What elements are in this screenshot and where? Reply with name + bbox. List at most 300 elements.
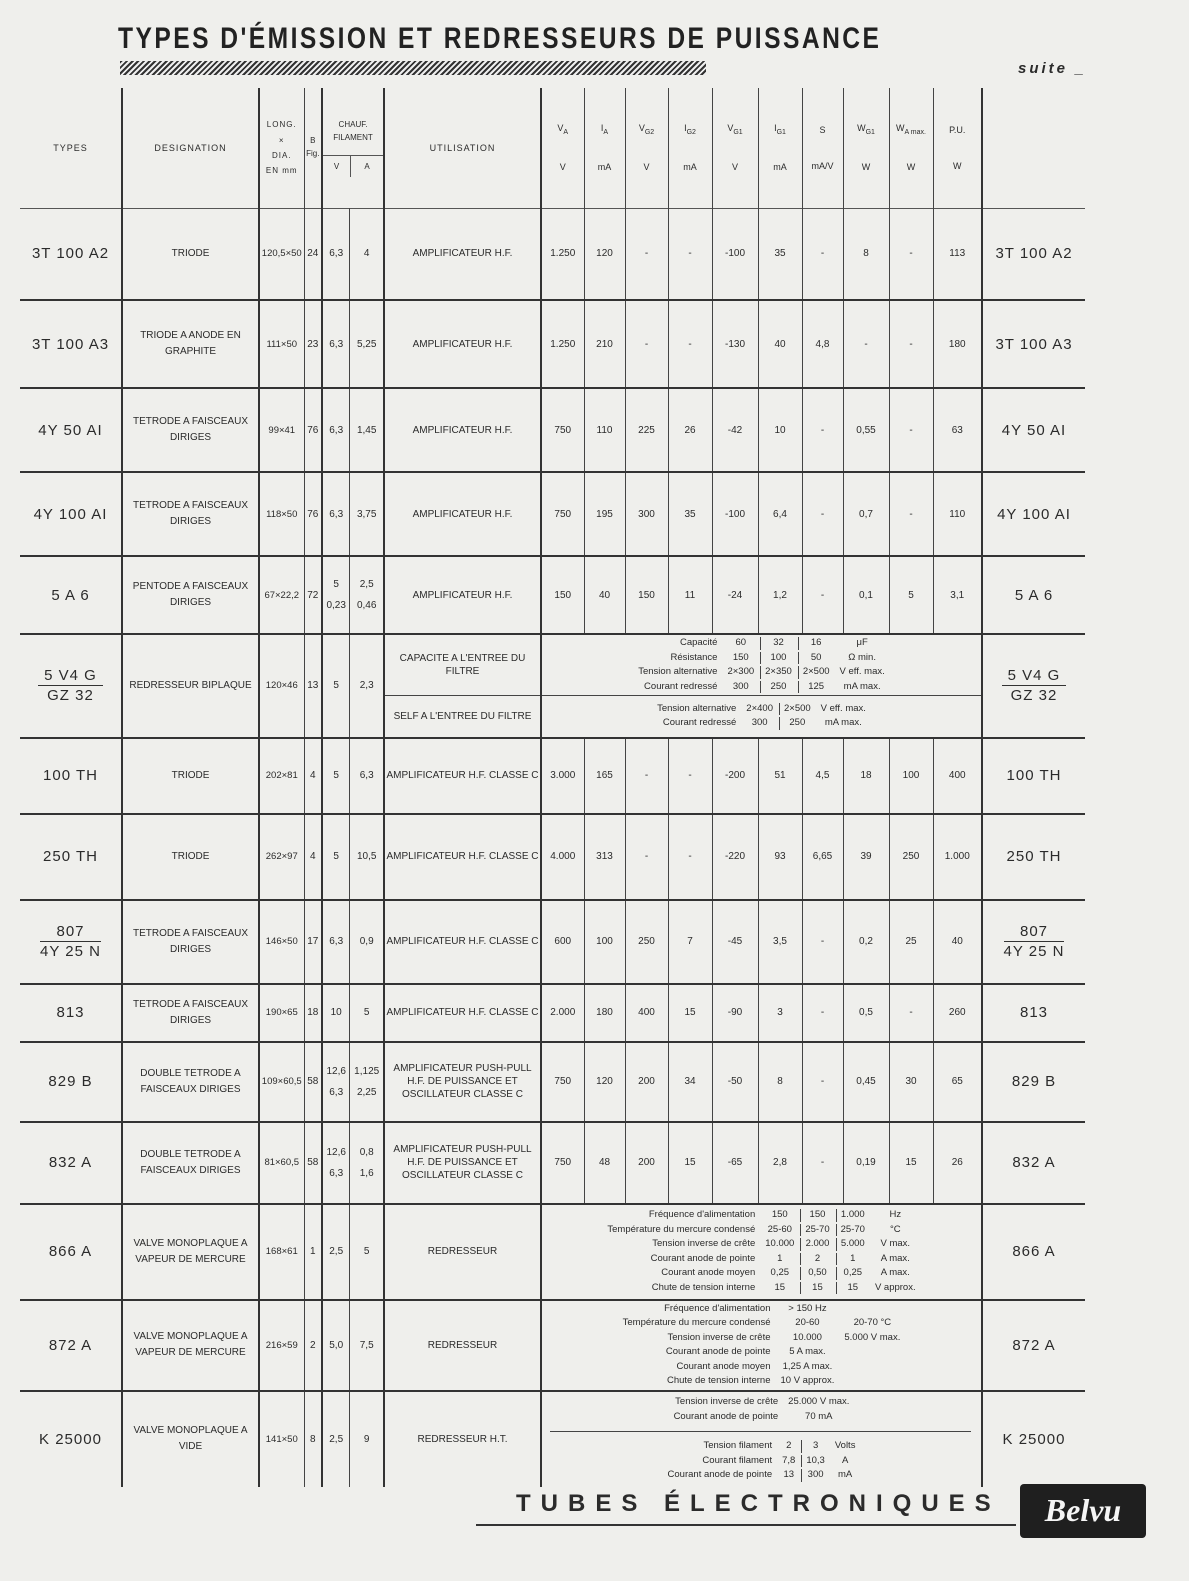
dimensions-value: 67×22,2 bbox=[264, 589, 300, 601]
spec-cell: 0,25 bbox=[770, 1267, 790, 1278]
param-value: 180 bbox=[596, 1007, 613, 1018]
figure-cell bbox=[304, 1204, 322, 1300]
spec-cell: 32 bbox=[760, 637, 796, 650]
param-cell bbox=[758, 738, 802, 814]
table-row bbox=[20, 814, 1085, 900]
spec-cell: 50 bbox=[798, 652, 834, 665]
spec-cell: 1 bbox=[836, 1253, 869, 1266]
filament-v-value: 6,3 bbox=[329, 338, 344, 350]
type-cell bbox=[20, 1042, 122, 1122]
figure-value: 23 bbox=[307, 338, 319, 350]
dimensions-value: 190×65 bbox=[265, 1007, 298, 1018]
suite-label: suite _ bbox=[1018, 60, 1087, 77]
spec-cell: Courant anode de pointe bbox=[673, 1410, 779, 1422]
param-value: 35 bbox=[684, 508, 696, 520]
filament-a bbox=[350, 472, 384, 556]
spec-row bbox=[664, 1440, 860, 1453]
dimensions-cell bbox=[259, 900, 304, 984]
filament-v bbox=[322, 634, 350, 738]
type-fraction bbox=[40, 923, 101, 960]
header-types: TYPES bbox=[53, 142, 88, 153]
param-cell bbox=[541, 738, 584, 814]
filament-a bbox=[350, 634, 384, 738]
filament-a bbox=[350, 984, 384, 1042]
figure-cell bbox=[304, 556, 322, 634]
utilisation-text: AMPLIFICATEUR H.F. bbox=[412, 248, 513, 260]
spec-cell: V eff. max. bbox=[839, 666, 885, 677]
param-cell bbox=[843, 900, 889, 984]
spec-row bbox=[619, 1361, 905, 1374]
param-cell bbox=[625, 1042, 668, 1122]
spec-vide-cell bbox=[541, 1391, 982, 1487]
filament-a bbox=[350, 1122, 384, 1204]
header-param-unit: V bbox=[643, 162, 650, 173]
param-cell bbox=[712, 1122, 758, 1204]
param-value: -42 bbox=[727, 424, 743, 436]
type-cell bbox=[20, 984, 122, 1042]
type-bottom: 4Y 25 N bbox=[40, 943, 101, 960]
param-value: - bbox=[820, 589, 825, 601]
spec-table bbox=[651, 701, 872, 732]
param-cell bbox=[802, 1042, 843, 1122]
param-value: 11 bbox=[684, 589, 696, 601]
param-cell bbox=[933, 814, 982, 900]
dimensions-cell bbox=[259, 1122, 304, 1204]
type-name: 5 A 6 bbox=[51, 586, 90, 604]
type-cell bbox=[20, 1300, 122, 1391]
spec-cell: 1,25 A max. bbox=[782, 1360, 833, 1372]
param-value: 5 bbox=[908, 589, 914, 601]
spec-cell: μF bbox=[856, 637, 868, 648]
param-cell bbox=[758, 814, 802, 900]
utilisation-cell bbox=[384, 388, 541, 472]
spec-cell: Chute de tension interne bbox=[651, 1281, 756, 1293]
header-param-unit: mA bbox=[683, 162, 697, 173]
type-cell bbox=[20, 556, 122, 634]
spec-cell: Chute de tension interne bbox=[666, 1375, 771, 1386]
param-value: 6,65 bbox=[812, 851, 833, 862]
param-value: 2,8 bbox=[773, 1157, 787, 1168]
spec-cell bbox=[840, 1346, 904, 1359]
filament-a-top: 2,5 bbox=[359, 579, 374, 590]
designation-cell bbox=[122, 1391, 259, 1487]
spec-cell: mA bbox=[838, 1469, 853, 1481]
spec-cell: Température du mercure condensé bbox=[622, 1317, 771, 1328]
spec-cell: 7,8 bbox=[782, 1454, 796, 1466]
param-value: 4,8 bbox=[815, 338, 830, 350]
dimensions-cell bbox=[259, 208, 304, 300]
filament-v-value: 6,3 bbox=[329, 936, 344, 947]
header-param-symbol bbox=[759, 123, 802, 162]
param-value: - bbox=[909, 338, 913, 350]
figure-cell bbox=[304, 472, 322, 556]
header-param-symbol bbox=[626, 123, 668, 162]
param-cell bbox=[933, 1122, 982, 1204]
spec-cell: 13 bbox=[783, 1469, 795, 1481]
param-value: - bbox=[644, 851, 649, 862]
spec-cell: Courant anode moyen bbox=[676, 1360, 771, 1372]
figure-value: 72 bbox=[307, 589, 319, 601]
param-value: 1.250 bbox=[550, 248, 576, 260]
table-row bbox=[20, 208, 1085, 300]
spec-row bbox=[603, 1282, 919, 1295]
param-value: 750 bbox=[554, 1076, 572, 1087]
param-value: 0,1 bbox=[859, 589, 873, 601]
filament-a bbox=[350, 556, 384, 634]
spec-cell: 15 bbox=[836, 1282, 869, 1295]
param-cell bbox=[541, 300, 584, 388]
spec-cell: 150 bbox=[771, 1209, 788, 1220]
dimensions-value: 81×60,5 bbox=[264, 1157, 300, 1168]
filament-a-value: 1,45 bbox=[356, 424, 377, 436]
param-value: 250 bbox=[902, 851, 920, 862]
designation-cell bbox=[122, 1300, 259, 1391]
spec-row bbox=[619, 1317, 905, 1330]
filament-v-value: 2,5 bbox=[329, 1246, 344, 1257]
param-cell bbox=[584, 900, 625, 984]
param-cell bbox=[541, 1042, 584, 1122]
spec-table bbox=[617, 1301, 907, 1390]
utilisation-text: AMPLIFICATEUR H.F. bbox=[412, 589, 513, 601]
param-cell bbox=[625, 1122, 668, 1204]
filament-v bbox=[322, 900, 350, 984]
header-param-symbol bbox=[890, 123, 933, 162]
type-cell bbox=[20, 388, 122, 472]
spec-cell: V eff. max. bbox=[820, 702, 866, 714]
param-value: 7 bbox=[687, 936, 693, 947]
param-cell bbox=[802, 300, 843, 388]
utilisation-text: REDRESSEUR H.T. bbox=[417, 1433, 508, 1445]
param-value: 110 bbox=[596, 424, 613, 436]
spec-cell: 20-60 bbox=[795, 1317, 820, 1328]
spec-cell: V max. bbox=[880, 1238, 911, 1249]
dimensions-cell bbox=[259, 472, 304, 556]
spec-cell: 10.000 bbox=[792, 1331, 822, 1343]
param-value: 8 bbox=[863, 248, 869, 260]
spec-row bbox=[664, 1455, 860, 1468]
param-cell bbox=[712, 900, 758, 984]
type-name: 866 A bbox=[48, 1243, 93, 1260]
designation-text: VALVE MONOPLAQUE A VAPEUR DE MERCURE bbox=[133, 1237, 248, 1265]
utilisation-text: AMPLIFICATEUR H.F. CLASSE C bbox=[386, 936, 539, 947]
right-type-cell bbox=[982, 472, 1085, 556]
param-value: 40 bbox=[951, 936, 963, 947]
param-value: 63 bbox=[951, 424, 963, 436]
utilisation-text: AMPLIFICATEUR H.F. bbox=[412, 424, 513, 436]
utilisation-text: REDRESSEUR bbox=[427, 1246, 498, 1257]
right-type-cell bbox=[982, 208, 1085, 300]
param-cell bbox=[802, 556, 843, 634]
type-name: 3T 100 A3 bbox=[31, 335, 110, 353]
utilisation-text: REDRESSEUR bbox=[427, 1339, 498, 1351]
header-param-sym: W bbox=[896, 123, 905, 134]
param-value: - bbox=[688, 338, 692, 350]
figure-cell bbox=[304, 814, 322, 900]
type-top: 5 V4 G bbox=[1002, 667, 1067, 686]
param-cell bbox=[625, 814, 668, 900]
param-value: -200 bbox=[724, 770, 745, 781]
type-top: 5 V4 G bbox=[38, 667, 103, 686]
header-param-unit: V bbox=[731, 162, 738, 173]
spec-cell: 2×500 bbox=[779, 703, 815, 716]
table-row bbox=[20, 1391, 1085, 1487]
param-cell bbox=[758, 1042, 802, 1122]
spec-mercure-cell bbox=[541, 1300, 982, 1391]
spec-cell: 150 bbox=[800, 1209, 833, 1222]
param-cell bbox=[933, 984, 982, 1042]
designation-text: VALVE MONOPLAQUE A VAPEUR DE MERCURE bbox=[133, 1331, 248, 1358]
spec-cell: Courant anode moyen bbox=[661, 1267, 756, 1278]
param-cell bbox=[889, 388, 933, 472]
param-value: - bbox=[820, 1157, 825, 1168]
figure-cell bbox=[304, 1042, 322, 1122]
designation-text: TRIODE bbox=[171, 247, 210, 259]
figure-value: 24 bbox=[307, 248, 319, 260]
param-value: 18 bbox=[860, 770, 872, 781]
param-cell bbox=[843, 1042, 889, 1122]
param-cell bbox=[625, 208, 668, 300]
param-cell bbox=[933, 472, 982, 556]
dimensions-cell bbox=[259, 738, 304, 814]
param-value: 165 bbox=[596, 770, 613, 781]
filament-a-value: 7,5 bbox=[359, 1339, 374, 1351]
figure-cell bbox=[304, 1391, 322, 1487]
param-cell bbox=[584, 1122, 625, 1204]
figure-cell bbox=[304, 1122, 322, 1204]
param-cell bbox=[668, 300, 712, 388]
param-cell bbox=[933, 900, 982, 984]
type-name: 3T 100 A3 bbox=[995, 335, 1073, 353]
utilisation-text: AMPLIFICATEUR H.F. CLASSE C bbox=[386, 851, 539, 862]
header-param-symbol bbox=[669, 123, 712, 162]
param-value: 3 bbox=[777, 1007, 783, 1018]
filament-a bbox=[350, 738, 384, 814]
filament-v bbox=[322, 472, 350, 556]
header-bfig-line1: B bbox=[310, 135, 316, 145]
spec-cell: 60 bbox=[735, 637, 747, 648]
designation-text: VALVE MONOPLAQUE A VIDE bbox=[133, 1425, 248, 1452]
param-value: 0,45 bbox=[856, 1076, 876, 1087]
param-value: - bbox=[909, 1007, 913, 1018]
spec-cell: > 150 Hz bbox=[788, 1302, 827, 1314]
filament-v bbox=[322, 300, 350, 388]
filament-v-value: 5 bbox=[333, 680, 339, 692]
designation-cell bbox=[122, 1204, 259, 1300]
header-chauf-line1: CHAUF. bbox=[338, 119, 368, 129]
type-name: 100 TH bbox=[1006, 767, 1062, 784]
spec-cell: Tension alternative bbox=[657, 702, 737, 714]
designation-cell bbox=[122, 738, 259, 814]
param-value: - bbox=[820, 424, 825, 436]
right-type-cell bbox=[982, 738, 1085, 814]
param-cell bbox=[889, 556, 933, 634]
spec-cell: 2 bbox=[786, 1440, 792, 1452]
filament-a bbox=[350, 1391, 384, 1487]
spec-cell: 2×350 bbox=[760, 666, 796, 679]
spec-cell: Courant anode de pointe bbox=[667, 1469, 773, 1481]
param-value: 26 bbox=[684, 424, 696, 436]
title-underline-hatch bbox=[120, 61, 706, 75]
spec-cell: 125 bbox=[798, 681, 834, 694]
spec-cell: 2.000 bbox=[800, 1238, 833, 1251]
filament-a bbox=[350, 388, 384, 472]
param-value: 0,2 bbox=[859, 936, 873, 947]
spec-row bbox=[634, 666, 889, 679]
header-right-types bbox=[982, 88, 1085, 208]
spec-cell bbox=[840, 1303, 904, 1316]
header-param-1 bbox=[584, 88, 625, 208]
param-cell bbox=[712, 556, 758, 634]
param-cell bbox=[802, 984, 843, 1042]
header-param-sym: I bbox=[600, 123, 604, 134]
param-value: - bbox=[909, 508, 913, 520]
spec-row bbox=[619, 1346, 905, 1359]
dimensions-value: 99×41 bbox=[268, 424, 296, 436]
figure-cell bbox=[304, 634, 322, 738]
spec-divider bbox=[550, 1431, 971, 1432]
param-cell bbox=[758, 300, 802, 388]
param-value: 3.000 bbox=[550, 770, 576, 781]
type-name: 5 A 6 bbox=[1014, 586, 1054, 604]
param-value: -100 bbox=[724, 508, 745, 520]
dimensions-value: 146×50 bbox=[265, 936, 298, 947]
type-fraction bbox=[1002, 667, 1067, 704]
param-value: 250 bbox=[638, 936, 655, 947]
spec-cell: Courant redressé bbox=[662, 717, 737, 729]
spec-cell: 300 bbox=[732, 680, 749, 692]
param-cell bbox=[758, 556, 802, 634]
spec-table bbox=[662, 1438, 862, 1484]
figure-value: 18 bbox=[307, 1007, 319, 1018]
right-type-cell bbox=[982, 1042, 1085, 1122]
param-cell bbox=[802, 814, 843, 900]
filament-v bbox=[322, 388, 350, 472]
type-name: 813 bbox=[1019, 1004, 1049, 1021]
param-value: 40 bbox=[774, 338, 786, 350]
param-value: 48 bbox=[598, 1157, 611, 1168]
param-cell bbox=[889, 472, 933, 556]
param-cell bbox=[712, 984, 758, 1042]
param-cell bbox=[584, 208, 625, 300]
filament-a-value: 5 bbox=[363, 1246, 370, 1257]
utilisation-cell bbox=[384, 984, 541, 1042]
param-cell bbox=[584, 738, 625, 814]
designation-cell bbox=[122, 984, 259, 1042]
figure-cell bbox=[304, 1300, 322, 1391]
utilisation-text: AMPLIFICATEUR H.F. bbox=[412, 508, 513, 520]
filament-a-bottom: 0,46 bbox=[356, 600, 377, 611]
dimensions-value: 216×59 bbox=[265, 1339, 298, 1351]
dimensions-value: 120,5×50 bbox=[261, 248, 302, 260]
header-bfig bbox=[304, 88, 322, 208]
figure-value: 58 bbox=[307, 1076, 319, 1087]
table-row bbox=[20, 738, 1085, 814]
param-cell bbox=[625, 900, 668, 984]
type-cell bbox=[20, 300, 122, 388]
dimensions-cell bbox=[259, 984, 304, 1042]
param-cell bbox=[758, 1122, 802, 1204]
table-row bbox=[20, 556, 1085, 634]
figure-value: 17 bbox=[307, 936, 319, 947]
param-cell bbox=[668, 984, 712, 1042]
designation-text: TETRODE A FAISCEAUX DIRIGES bbox=[132, 998, 249, 1026]
param-cell bbox=[889, 738, 933, 814]
spec-row bbox=[619, 1303, 905, 1316]
spec-capacite-cell bbox=[541, 634, 982, 696]
designation-cell bbox=[122, 900, 259, 984]
param-value: 65 bbox=[951, 1076, 963, 1087]
filament-v-value: 6,3 bbox=[329, 248, 344, 260]
header-chauf-v: V bbox=[333, 161, 340, 171]
header-param-sym: W bbox=[857, 123, 866, 134]
param-value: 110 bbox=[949, 508, 966, 520]
spec-cell: 300 bbox=[801, 1469, 829, 1482]
designation-cell bbox=[122, 634, 259, 738]
dimensions-value: 111×50 bbox=[266, 338, 298, 350]
spec-row bbox=[603, 1224, 919, 1237]
spec-cell: 10,3 bbox=[801, 1455, 829, 1468]
param-cell bbox=[584, 300, 625, 388]
param-value: 30 bbox=[905, 1076, 917, 1087]
param-cell bbox=[843, 984, 889, 1042]
filament-v-value: 6,3 bbox=[329, 424, 344, 436]
param-value: -100 bbox=[724, 248, 745, 260]
spec-self-cell bbox=[541, 696, 982, 738]
header-param-sym: S bbox=[819, 124, 826, 135]
spec-row bbox=[619, 1375, 905, 1388]
figure-cell bbox=[304, 984, 322, 1042]
param-cell bbox=[933, 388, 982, 472]
spec-cell: Volts bbox=[834, 1440, 856, 1452]
right-type-cell bbox=[982, 1122, 1085, 1204]
param-cell bbox=[541, 388, 584, 472]
spec-cell: °C bbox=[889, 1223, 901, 1235]
param-cell bbox=[843, 738, 889, 814]
figure-value: 4 bbox=[309, 851, 316, 862]
figure-value: 8 bbox=[309, 1433, 316, 1445]
spec-cell: 25-70 bbox=[800, 1224, 833, 1237]
param-cell bbox=[625, 388, 668, 472]
filament-v-bottom: 0,23 bbox=[326, 600, 346, 611]
spec-cell: A max. bbox=[880, 1252, 910, 1264]
param-value: 39 bbox=[860, 851, 872, 862]
table-row bbox=[20, 388, 1085, 472]
spec-cell: 0,50 bbox=[800, 1267, 833, 1280]
spec-cell: 2 bbox=[800, 1253, 833, 1266]
param-value: 400 bbox=[948, 770, 966, 781]
param-value: 3,1 bbox=[950, 589, 965, 601]
param-cell bbox=[668, 1122, 712, 1204]
utilisation-text: AMPLIFICATEUR H.F. CLASSE C bbox=[386, 770, 539, 781]
spec-cell: 25-60 bbox=[767, 1223, 792, 1235]
filament-a-value: 0,9 bbox=[359, 936, 374, 947]
param-cell bbox=[712, 208, 758, 300]
filament-a bbox=[350, 208, 384, 300]
param-value: 1,2 bbox=[773, 589, 787, 601]
utilisation-cell bbox=[384, 472, 541, 556]
header-param-6 bbox=[802, 88, 843, 208]
utilisation-cell bbox=[384, 634, 541, 696]
table-row bbox=[20, 984, 1085, 1042]
figure-value: 76 bbox=[307, 424, 319, 436]
utilisation-cell bbox=[384, 1122, 541, 1204]
filament-a-value: 3,75 bbox=[356, 508, 377, 520]
type-name: 4Y 50 AI bbox=[1001, 421, 1067, 439]
type-cell bbox=[20, 814, 122, 900]
header-designation: DESIGNATION bbox=[122, 88, 259, 208]
param-value: 400 bbox=[638, 1007, 655, 1018]
param-value: 15 bbox=[684, 1157, 696, 1168]
